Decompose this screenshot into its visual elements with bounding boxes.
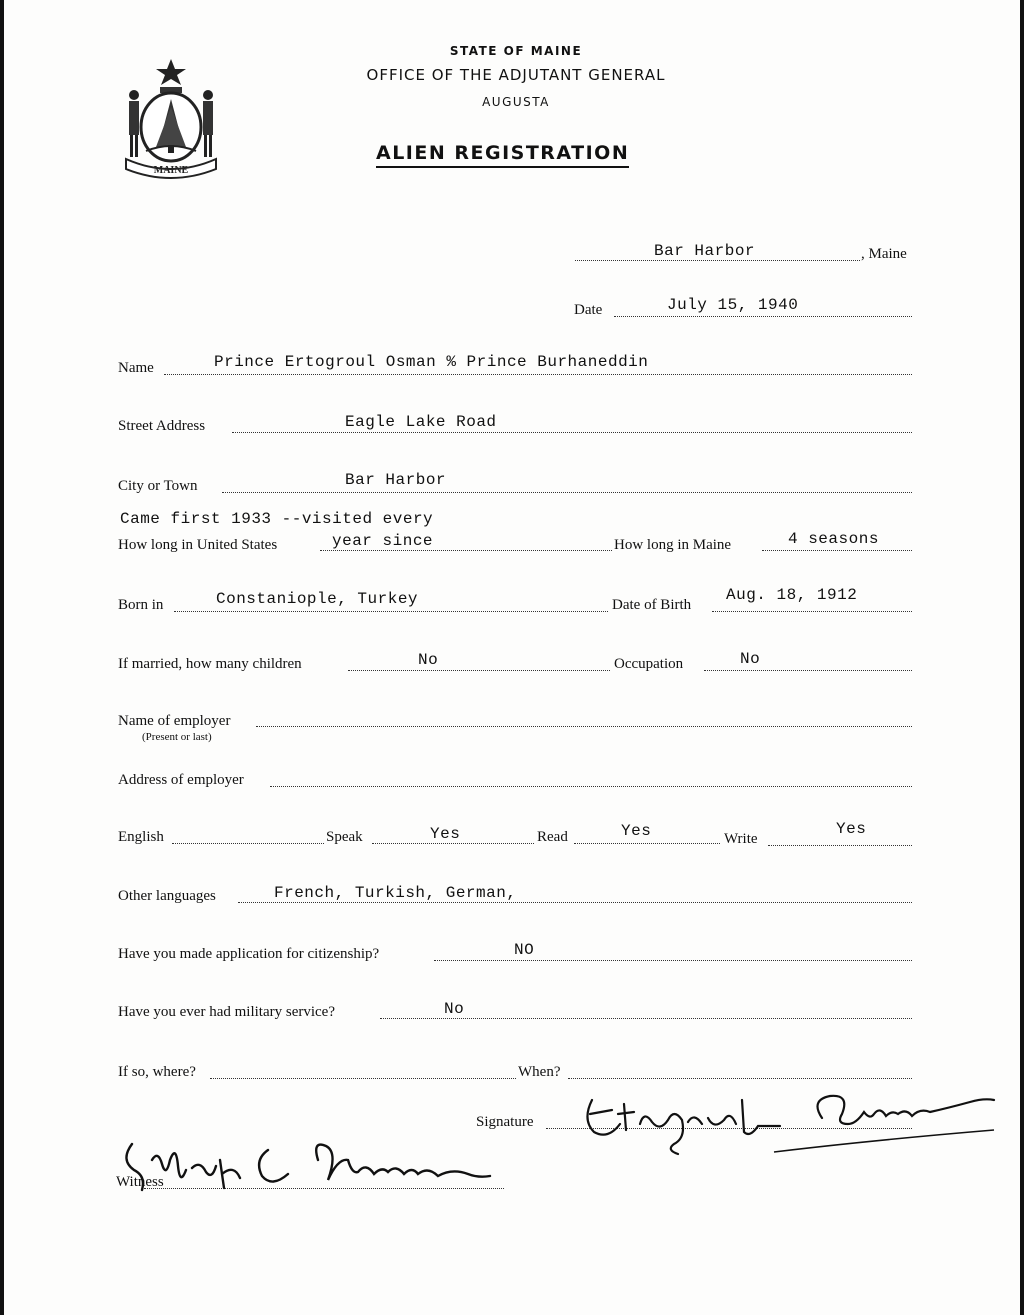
- occupation-value: No: [740, 650, 761, 668]
- citizenship-label: Have you made application for citizenship?: [118, 946, 380, 962]
- employer-sub-label: (Present or last): [142, 731, 212, 743]
- english-label: English: [118, 829, 164, 845]
- date-value: July 15, 1940: [667, 296, 799, 314]
- read-value: Yes: [621, 822, 652, 840]
- other-languages-value: French, Turkish, German,: [274, 884, 517, 902]
- us-note: Came first 1933 --visited every: [120, 510, 434, 528]
- location-suffix: , Maine: [861, 246, 907, 262]
- speak-value: Yes: [430, 825, 461, 843]
- military-label: Have you ever had military service?: [118, 1004, 335, 1020]
- name-label: Name: [118, 360, 154, 376]
- signature-label: Signature: [476, 1114, 534, 1130]
- children-label: If married, how many children: [118, 656, 302, 672]
- city-label: City or Town: [118, 478, 198, 494]
- page-title: ALIEN REGISTRATION: [376, 142, 629, 168]
- us-value: year since: [332, 532, 434, 550]
- other-languages-label: Other languages: [118, 888, 216, 904]
- maine-value: 4 seasons: [788, 530, 879, 548]
- children-value: No: [418, 651, 439, 669]
- dob-value: Aug. 18, 1912: [726, 586, 858, 604]
- when-label: When?: [518, 1064, 561, 1080]
- date-label: Date: [574, 302, 603, 318]
- read-label: Read: [537, 829, 568, 845]
- name-value: Prince Ertogroul Osman % Prince Burhaneddin: [214, 353, 649, 371]
- street-label: Street Address: [118, 418, 206, 434]
- seal-text: MAINE: [153, 165, 189, 176]
- registrant-signature: [574, 1080, 1004, 1160]
- header-city: AUGUSTA: [482, 95, 550, 109]
- witness-label: Witness: [116, 1174, 164, 1190]
- military-value: No: [444, 1000, 465, 1018]
- header-office: OFFICE OF THE ADJUTANT GENERAL: [366, 66, 666, 84]
- street-value: Eagle Lake Road: [345, 413, 497, 431]
- born-label: Born in: [118, 597, 164, 613]
- born-value: Constaniople, Turkey: [216, 590, 419, 608]
- speak-label: Speak: [326, 829, 363, 845]
- employer-address-label: Address of employer: [118, 772, 244, 788]
- write-label: Write: [724, 831, 758, 847]
- write-value: Yes: [836, 820, 867, 838]
- employer-label: Name of employer: [118, 713, 231, 729]
- witness-signature: [112, 1130, 512, 1200]
- location-town: Bar Harbor: [654, 242, 756, 260]
- occupation-label: Occupation: [614, 656, 684, 672]
- maine-label: How long in Maine: [614, 537, 732, 553]
- city-value: Bar Harbor: [345, 471, 447, 489]
- dob-label: Date of Birth: [612, 597, 692, 613]
- citizenship-value: NO: [514, 941, 535, 959]
- header-state: STATE OF MAINE: [449, 44, 583, 58]
- where-label: If so, where?: [118, 1064, 196, 1080]
- us-label: How long in United States: [118, 537, 278, 553]
